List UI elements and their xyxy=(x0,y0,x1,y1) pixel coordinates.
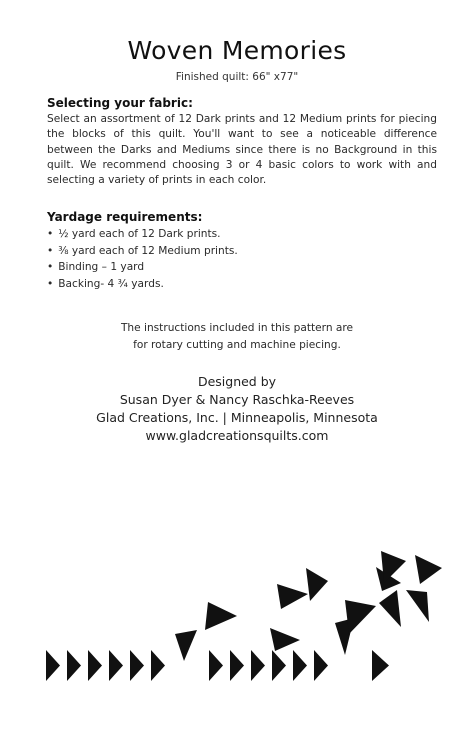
website-link[interactable]: www.gladcreationsquilts.com xyxy=(145,428,329,443)
company-location: Glad Creations, Inc. | Minneapolis, Minnesota xyxy=(96,410,378,425)
triangle-icon xyxy=(277,584,308,609)
triangle-icon xyxy=(272,650,286,681)
triangle-icon xyxy=(151,650,165,681)
triangle-icon xyxy=(372,650,389,681)
triangle-icon xyxy=(306,568,328,601)
note-line-1: The instructions included in this pattern are xyxy=(120,322,354,334)
yardage-item: • Backing- 4 ¾ yards. xyxy=(47,276,437,293)
yardage-item: • ½ yard each of 12 Dark prints. xyxy=(47,226,437,243)
triangle-icon xyxy=(88,650,102,681)
yardage-heading: Yardage requirements: xyxy=(47,210,203,224)
designed-by-label: Designed by xyxy=(197,374,277,389)
fabric-body: Select an assortment of 12 Dark prints and 12 Medium prints for piecing the blocks of this quilt. You'll want to see a noticeable difference between the Darks and Mediums since there is no Background in this quilt. We recommend choosing 3 or 4 basic colors to work with and selecting a variety of prints in each color. xyxy=(47,113,437,187)
triangle-icon xyxy=(130,650,144,681)
triangle-icon xyxy=(270,628,300,651)
triangle-icon xyxy=(379,590,401,627)
finished-size: Finished quilt: 66" x77" xyxy=(175,71,299,83)
note-line-2: for rotary cutting and machine piecing. xyxy=(133,339,341,351)
triangle-icon xyxy=(67,650,81,681)
triangle-icon xyxy=(230,650,244,681)
yardage-item: • Binding – 1 yard xyxy=(47,259,437,276)
triangle-icon xyxy=(251,650,265,681)
yardage-item: • ⅜ yard each of 12 Medium prints. xyxy=(47,243,437,260)
triangle-icon xyxy=(46,650,60,681)
triangle-icon xyxy=(205,602,237,630)
triangle-icon xyxy=(345,600,376,634)
triangle-icon xyxy=(175,630,197,661)
triangle-icon xyxy=(314,650,328,681)
triangle-icon xyxy=(415,555,442,584)
triangle-icon xyxy=(109,650,123,681)
fabric-heading: Selecting your fabric: xyxy=(47,96,193,110)
designer-names: Susan Dyer & Nancy Raschka-Reeves xyxy=(119,392,355,407)
triangle-icon xyxy=(293,650,307,681)
triangle-icon xyxy=(406,590,429,622)
page-title: Woven Memories xyxy=(127,36,347,65)
triangle-icon xyxy=(209,650,223,681)
